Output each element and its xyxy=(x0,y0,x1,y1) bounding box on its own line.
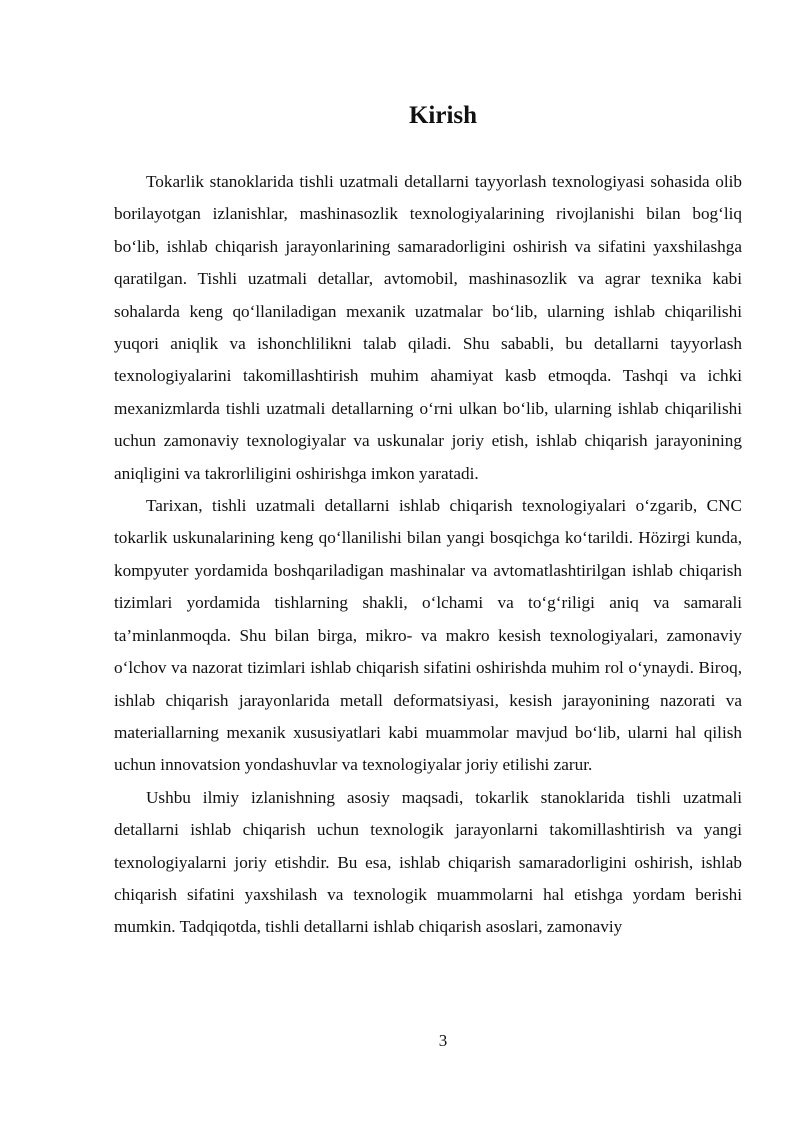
paragraph-3: Ushbu ilmiy izlanishning asosiy maqsadi, tokarlik stanoklarida tishli uzatmali detallarni ishlab chiqarish uchun texnologik jarayonlarni takomillashtirish va yangi texnologiyalarni joriy etishdir. Bu esa, ishlab chiqarish samaradorligini oshirish, ishlab chiqarish sifatini yaxshilash va texnologik muammolarni hal etishga yordam berishi mumkin. Tadqiqotda, tishli detallarni ishlab chiqarish asoslari, zamonaviy xyxy=(114,787,742,937)
page-title: Kirish xyxy=(408,102,478,129)
body-text xyxy=(114,166,742,944)
page-number: 3 xyxy=(438,1031,448,1050)
paragraph-2: Tarixan, tishli uzatmali detallarni ishlab chiqarish texnologiyalari o‘zgarib, CNC tokarlik uskunalarining keng qo‘llanilishi bilan yangi bosqichga ko‘tarildi. Hözirgi kunda, kompyuter yordamida boshqariladigan mashinalar va avtomatlashtirilgan ishlab chiqarish tizimlari yordamida tishlarning shakli, o‘lchami va to‘g‘riligi aniq va samarali ta’minlanmoqda. Shu bilan birga, mikro- va makro kesish texnologiyalari, zamonaviy o‘lchov va nazorat tizimlari ishlab chiqarish sifatini oshirishda muhim rol o‘ynaydi. Biroq, ishlab chiqarish jarayonlarida metall deformatsiyasi, kesish jarayonining nazorati va materiallarning mexanik xususiyatlari kabi muammolar mavjud bo‘lib, ularni hal qilish uchun innovatsion yondashuvlar va texnologiyalar joriy etilishi zarur. xyxy=(114,496,742,775)
paragraph-1: Tokarlik stanoklarida tishli uzatmali detallarni tayyorlash texnologiyasi sohasida olib borilayotgan izlanishlar, mashinasozlik texnologiyalarining rivojlanishi bilan bog‘liq bo‘lib, ishlab chiqarish jarayonlarining samaradorligini oshirish va sifatini yaxshilashga qaratilgan. Tishli uzatmali detallar, avtomobil, mashinasozlik va agrar texnika kabi sohalarda keng qo‘llaniladigan mexanik uzatmalar bo‘lib, ularning ishlab chiqarilishi yuqori aniqlik va ishonchlilikni talab qiladi. Shu sababli, bu detallarni tayyorlash texnologiyalarini takomillashtirish muhim ahamiyat kasb etmoqda. Tashqi va ichki mexanizmlarda tishli uzatmali detallarning o‘rni ulkan bo‘lib, ularning ishlab chiqarilishi uchun zamonaviy texnologiyalar va uskunalar joriy etish, ishlab chiqarish jarayonining aniqligini va takrorliligini oshirishga imkon yaratadi. xyxy=(114,172,742,483)
